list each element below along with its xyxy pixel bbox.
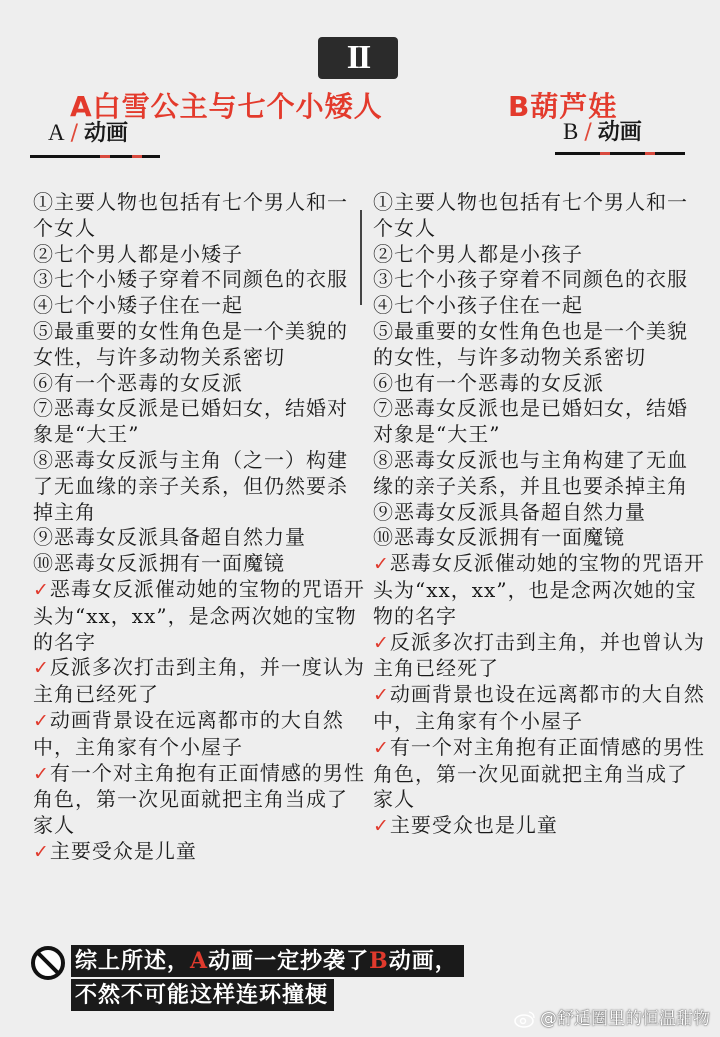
list-item xyxy=(33,577,368,655)
list-item xyxy=(33,525,368,551)
column-b-label: 动画 xyxy=(597,120,642,145)
underline-accent xyxy=(645,152,655,155)
list-item-text: 动画背景也设在远离都市的大自然中，主角家有个小屋子 xyxy=(373,682,705,733)
column-b-heading xyxy=(563,115,642,155)
list-item-text: 有一个对主角抱有正面情感的男性角色，第一次见面就把主角当成了家人 xyxy=(33,760,365,838)
list-item-text: ①主要人物也包括有七个男人和一个女人 xyxy=(33,190,348,240)
list-item-text: 恶毒女反派催动她的宝物的咒语开头为“xx，xx”，也是念两次她的宝物的名字 xyxy=(373,551,705,628)
list-item xyxy=(33,655,368,708)
watermark-text: @舒适圈里的恒温甜物 xyxy=(540,1009,710,1029)
list-item xyxy=(33,293,368,319)
list-item xyxy=(33,448,368,525)
list-item-text: ④七个小孩子住在一起 xyxy=(373,293,583,318)
list-item xyxy=(373,293,708,319)
list-item-text: ⑨恶毒女反派具备超自然力量 xyxy=(33,525,306,550)
list-item xyxy=(373,371,708,397)
list-item-text: ④七个小矮子住在一起 xyxy=(33,293,243,318)
conclusion-b-highlight: B xyxy=(369,948,389,974)
list-item-text: ⑤最重要的女性角色是一个美貌的女性，与许多动物关系密切 xyxy=(33,318,348,369)
list-item-text: 主要受众也是儿童 xyxy=(389,813,558,838)
list-item-text: ⑥有一个恶毒的女反派 xyxy=(33,370,243,395)
list-item xyxy=(373,551,708,629)
list-item-text: ⑤最重要的女性角色也是一个美貌的女性，与许多动物关系密切 xyxy=(373,318,688,369)
check-icon: ✓ xyxy=(373,631,390,654)
check-icon: ✓ xyxy=(373,736,390,759)
list-item-text: ⑦恶毒女反派是已婚妇女，结婚对象是“大王” xyxy=(33,396,348,447)
list-item xyxy=(373,448,708,500)
column-a-heading xyxy=(48,116,128,156)
list-item xyxy=(33,371,368,397)
list-item xyxy=(373,267,708,293)
check-icon: ✓ xyxy=(33,578,50,601)
list-item-text: ⑦恶毒女反派也是已婚妇女，结婚对象是“大王” xyxy=(373,396,688,447)
column-b-list xyxy=(373,190,708,840)
list-item-text: ②七个男人都是小矮子 xyxy=(33,241,243,266)
check-icon: ✓ xyxy=(33,709,50,732)
check-icon: ✓ xyxy=(373,684,390,707)
list-item-text: 恶毒女反派催动她的宝物的咒语开头为“xx，xx”，是念两次她的宝物的名字 xyxy=(33,576,365,654)
list-item xyxy=(373,190,708,242)
column-a-list xyxy=(33,190,368,866)
list-item-text: 主要受众是儿童 xyxy=(49,838,197,863)
watermark xyxy=(514,1004,710,1029)
conclusion xyxy=(71,945,464,1013)
list-item xyxy=(373,813,708,840)
list-item xyxy=(33,396,368,448)
prohibited-icon xyxy=(30,945,66,981)
list-item xyxy=(373,682,708,735)
list-item xyxy=(33,551,368,577)
conclusion-line-2: 不然不可能这样连环撞梗 xyxy=(71,979,334,1011)
list-item-text: ②七个男人都是小孩子 xyxy=(373,241,583,266)
column-a-letter: A xyxy=(48,120,65,145)
underline-accent xyxy=(132,155,142,158)
list-item-text: 反派多次打击到主角，并一度认为主角已经死了 xyxy=(33,655,365,707)
list-item-text: ⑩恶毒女反派拥有一面魔镜 xyxy=(373,525,625,550)
list-item-text: ⑥也有一个恶毒的女反派 xyxy=(373,370,604,395)
list-item xyxy=(33,267,368,293)
list-item xyxy=(33,242,368,268)
list-item xyxy=(33,708,368,761)
underline-accent xyxy=(600,152,610,155)
list-item xyxy=(33,761,368,839)
list-item xyxy=(373,396,708,448)
list-item xyxy=(373,242,708,268)
list-item-text: ①主要人物也包括有七个男人和一个女人 xyxy=(373,190,688,240)
list-item xyxy=(33,319,368,371)
list-item-text: 动画背景设在远离都市的大自然中，主角家有个小屋子 xyxy=(33,707,344,759)
slash-divider: / xyxy=(70,121,79,146)
list-item xyxy=(33,839,368,866)
weibo-icon xyxy=(514,1010,536,1028)
check-icon: ✓ xyxy=(373,553,390,576)
list-item xyxy=(373,525,708,551)
conclusion-a-highlight: A xyxy=(190,948,209,974)
check-icon: ✓ xyxy=(33,840,50,863)
conclusion-text: 动画， xyxy=(388,948,458,974)
list-item-text: ⑨恶毒女反派具备超自然力量 xyxy=(373,499,646,524)
list-item-text: ⑧恶毒女反派与主角（之一）构建了无血缘的亲子关系，但仍然要杀掉主角 xyxy=(33,447,348,524)
list-item-text: 反派多次打击到主角，并也曾认为主角已经死了 xyxy=(373,629,705,681)
list-item xyxy=(373,319,708,371)
conclusion-text: 动画一定抄袭了 xyxy=(208,948,370,974)
title-b: B葫芦娃 xyxy=(508,90,618,123)
column-b-letter: B xyxy=(563,119,579,144)
conclusion-text: 综上所述， xyxy=(75,948,191,974)
section-badge: II xyxy=(318,37,398,79)
check-icon: ✓ xyxy=(33,762,50,785)
list-item xyxy=(373,500,708,526)
list-item xyxy=(33,190,368,242)
conclusion-line-1 xyxy=(71,945,464,977)
list-item xyxy=(373,630,708,683)
column-a-label: 动画 xyxy=(84,121,129,146)
check-icon: ✓ xyxy=(33,657,50,680)
slash-divider: / xyxy=(584,120,592,145)
column-b-underline xyxy=(555,152,685,155)
list-item-text: ⑧恶毒女反派也与主角构建了无血缘的亲子关系，并且也要杀掉主角 xyxy=(373,447,688,498)
list-item-text: 有一个对主角抱有正面情感的男性角色，第一次见面就把主角当成了家人 xyxy=(373,734,705,812)
title-a: A白雪公主与七个小矮人 xyxy=(70,90,383,123)
list-item xyxy=(373,735,708,813)
list-item-text: ③七个小孩子穿着不同颜色的衣服 xyxy=(373,267,688,292)
list-item-text: ⑩恶毒女反派拥有一面魔镜 xyxy=(33,551,285,576)
list-item-text: ③七个小矮子穿着不同颜色的衣服 xyxy=(33,267,348,292)
check-icon: ✓ xyxy=(373,815,390,838)
underline-accent xyxy=(100,155,110,158)
